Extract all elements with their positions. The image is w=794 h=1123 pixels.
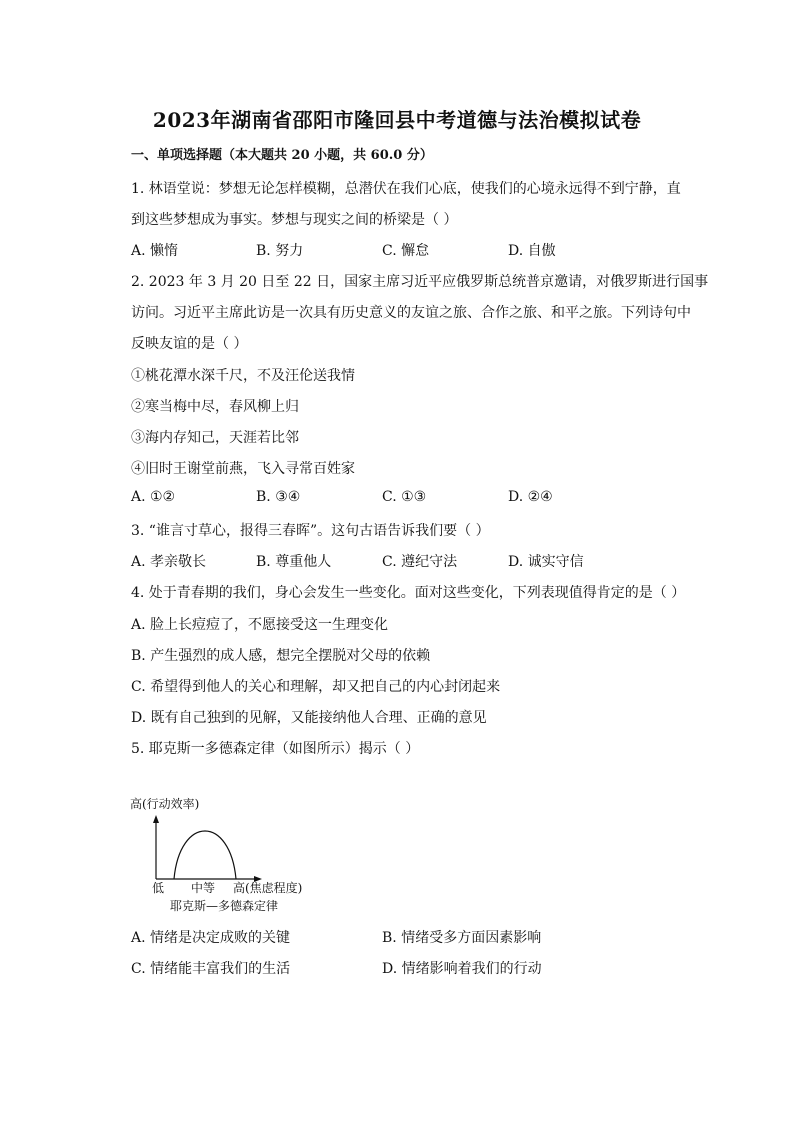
q4-option-d: D. 既有自己独到的见解，又能接纳他人合理、正确的意见 bbox=[131, 710, 487, 726]
q1-option-b: B. 努力 bbox=[256, 243, 304, 259]
section-heading: 一、单项选择题（本大题共 20 小题，共 60.0 分） bbox=[131, 148, 433, 163]
q1-option-d: D. 自傲 bbox=[508, 243, 556, 259]
q3-stem: 3. “谁言寸草心，报得三春晖”。这句古语告诉我们要（ ） bbox=[131, 523, 490, 539]
q2-item-3: ③海内存知己，天涯若比邻 bbox=[131, 430, 299, 446]
q5-option-d: D. 情绪影响着我们的行动 bbox=[382, 961, 542, 977]
x-label-low: 低 bbox=[152, 881, 165, 895]
q4-option-a: A. 脸上长痘痘了，不愿接受这一生理变化 bbox=[131, 617, 389, 633]
q4-stem: 4. 处于青春期的我们，身心会发生一些变化。面对这些变化，下列表现值得肯定的是（ ） bbox=[131, 585, 686, 601]
q2-option-a: A. ①② bbox=[131, 489, 176, 505]
y-axis-arrow bbox=[153, 815, 159, 823]
q2-item-1: ①桃花潭水深千尺，不及汪伦送我情 bbox=[131, 368, 355, 384]
figure-caption: 耶克斯—多德森定律 bbox=[170, 899, 279, 913]
q2-stem-line3: 反映友谊的是（ ） bbox=[131, 336, 248, 352]
q1-option-c: C. 懈怠 bbox=[382, 243, 430, 259]
q3-option-c: C. 遵纪守法 bbox=[382, 554, 458, 570]
x-label-mid: 中等 bbox=[191, 881, 216, 895]
q5-stem: 5. 耶克斯一多德森定律（如图所示）揭示（ ） bbox=[131, 741, 420, 757]
q2-option-b: B. ③④ bbox=[256, 489, 301, 505]
q2-item-4: ④旧时王谢堂前燕，飞入寻常百姓家 bbox=[131, 461, 355, 477]
q2-stem-line1: 2. 2023 年 3 月 20 日至 22 日，国家主席习近平应俄罗斯总统普京邀请，对俄罗斯进行国事 bbox=[131, 274, 709, 290]
exam-title: 2023年湖南省邵阳市隆回县中考道德与法治模拟试卷 bbox=[152, 108, 642, 132]
q4-option-c: C. 希望得到他人的关心和理解，却又把自己的内心封闭起来 bbox=[131, 679, 501, 695]
q2-option-d: D. ②④ bbox=[508, 489, 553, 505]
q4-option-b: B. 产生强烈的成人感，想完全摆脱对父母的依赖 bbox=[131, 648, 431, 664]
q5-option-c: C. 情绪能丰富我们的生活 bbox=[131, 961, 291, 977]
q2-item-2: ②寒当梅中尽，春风柳上归 bbox=[131, 399, 299, 415]
q2-stem-line2: 访问。习近平主席此访是一次具有历史意义的友谊之旅、合作之旅、和平之旅。下列诗句中 bbox=[131, 305, 691, 321]
x-label-high: 高(焦虑程度) bbox=[233, 881, 303, 895]
q3-option-a: A. 孝亲敬长 bbox=[131, 554, 207, 570]
q2-option-c: C. ①③ bbox=[382, 489, 427, 505]
q1-stem-line1: 1. 林语堂说：梦想无论怎样模糊，总潜伏在我们心底，使我们的心境永远得不到宁静，直 bbox=[131, 181, 681, 197]
q5-option-b: B. 情绪受多方面因素影响 bbox=[382, 930, 542, 946]
q1-stem-line2: 到这些梦想成为事实。梦想与现实之间的桥梁是（ ） bbox=[131, 212, 458, 228]
q3-option-b: B. 尊重他人 bbox=[256, 554, 332, 570]
q1-option-a: A. 懒惰 bbox=[131, 243, 179, 259]
figure-ylabel: 高(行动效率) bbox=[130, 797, 200, 811]
performance-curve bbox=[174, 831, 236, 879]
q5-option-a: A. 情绪是决定成败的关键 bbox=[131, 930, 291, 946]
yerkes-dodson-figure bbox=[130, 795, 330, 915]
q3-option-d: D. 诚实守信 bbox=[508, 554, 584, 570]
